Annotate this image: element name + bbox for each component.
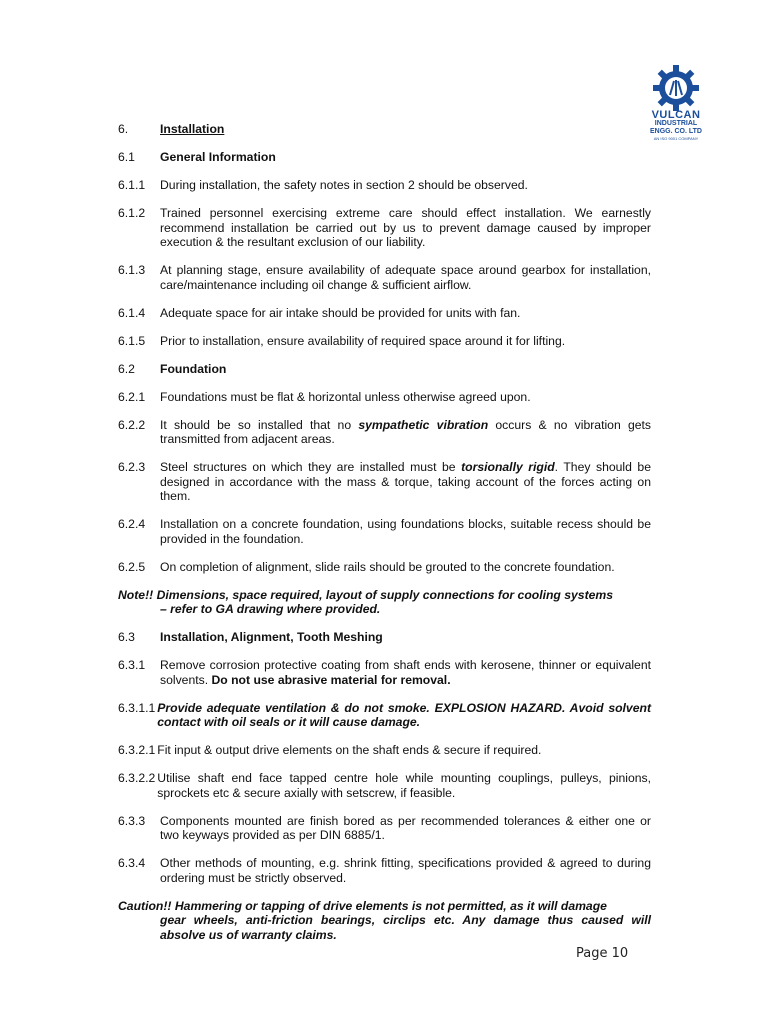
clause-number: 6.3.2.1 [118,743,156,757]
clause-6-2-3 [118,460,651,504]
clause-6-2-2 [118,418,651,447]
clause-6-3-2-2 [118,771,651,800]
clause-number: 6.2.1 [118,389,146,404]
text-run: occurs & no vibration gets transmitted from adjacent areas. [160,417,651,446]
emphasis-text: sympathetic vibration [358,417,489,432]
clause-text: Fit input & output drive elements on the shaft ends & secure if required. [157,743,542,757]
clause-number: 6.2.4 [118,517,146,531]
note-line-2: – refer to GA drawing where provided. [160,602,381,616]
clause-number: 6.3.1.1 [118,700,156,715]
clause-6-3-4 [118,856,651,885]
clause-text [160,460,651,504]
clause-text: Adequate space for air intake should be provided for units with fan. [160,305,521,320]
clause-6-3-2-1 [118,743,651,758]
clause-number: 6.3.1 [118,658,146,672]
clause-text: Trained personnel exercising extreme care should effect installation. We earnestly recommend installation be carried out by us to prevent damage caused by improper execution & the resultant exclusion of our liability. [160,206,651,249]
clause-6-2-5 [118,560,651,575]
text-run: . They should be designed in accordance with the mass & torque, taking account of the forces acting on them. [160,460,651,503]
section-6-3-heading [118,630,651,645]
clause-6-2-1 [118,390,651,405]
clause-number: 6.1.2 [118,206,146,220]
clause-6-3-1 [118,658,651,687]
logo-brand: VULCAN [651,109,701,121]
clause-text: Components mounted are finish bored as per recommended tolerances & either one or two keyways provided as per DIN 6885/1. [160,813,651,842]
text-run: Steel structures on which they are installed must be [160,460,462,474]
note-ga-drawing [118,588,651,617]
section-number: 6. [118,122,129,136]
text-run: Remove corrosion protective coating from shaft ends with kerosene, thinner or equivalent solvents. [160,658,651,687]
clause-number: 6.3.4 [118,856,146,870]
section-title: Installation [160,122,225,136]
clause-text: Other methods of mounting, e.g. shrink fitting, specifications provided & agreed to during ordering must be strictly observed. [160,856,651,885]
clause-number: 6.2.5 [118,559,146,574]
logo-line4: AN ISO 9001 COMPANY [653,136,699,141]
clause-6-1-5 [118,334,651,349]
caution-line-2: gear wheels, anti-friction bearings, circlips etc. Any damage thus caused will absolve us of warranty claims. [160,913,651,942]
clause-6-2-4 [118,517,651,546]
clause-text: At planning stage, ensure availability of adequate space around gearbox for installation, care/maintenance including oil change & sufficient airflow. [160,263,651,292]
clause-6-1-3 [118,263,651,292]
clause-text: Utilise shaft end face tapped centre hole while mounting couplings, pulleys, pinions, sprockets etc & secure axially with setscrew, if feasible. [157,771,651,800]
clause-number: 6.3.3 [118,813,146,828]
clause-text: Provide adequate ventilation & do not smoke. EXPLOSION HAZARD. Avoid solvent contact with oil seals or it will cause damage. [157,700,651,729]
gear-logo-icon [652,64,700,112]
clause-6-3-1-1 [118,701,651,730]
clause-number: 6.1.3 [118,263,146,277]
clause-number: 6.1.5 [118,333,146,348]
section-title: Foundation [160,361,227,376]
section-number: 6.1 [118,150,135,164]
clause-number: 6.2.2 [118,417,146,432]
clause-number: 6.2.3 [118,460,146,474]
clause-text [160,658,651,687]
section-title: Installation, Alignment, Tooth Meshing [160,630,383,644]
text-run: It should be so installed that no [160,417,359,432]
clause-text: On completion of alignment, slide rails should be grouted to the concrete foundation. [160,559,615,574]
section-6-1-heading [118,150,651,165]
clause-6-1-1 [118,178,651,193]
clause-6-1-2 [118,206,651,250]
bold-text: Do not use abrasive material for removal. [211,672,451,687]
emphasis-text: torsionally rigid [461,460,555,474]
clause-text: During installation, the safety notes in section 2 should be observed. [160,178,528,192]
section-number: 6.2 [118,361,135,376]
clause-text [160,418,651,447]
section-6-heading [118,122,651,137]
clause-text: Installation on a concrete foundation, using foundations blocks, suitable recess should be provided in the foundation. [160,517,651,546]
clause-number: 6.1.4 [118,305,146,320]
logo-line3: ENGG. CO. LTD [650,128,702,135]
logo-line2: INDUSTRIAL [654,120,698,127]
clause-text: Prior to installation, ensure availability of required space around it for lifting. [160,333,566,348]
caution-line-1: Caution!! Hammering or tapping of drive elements is not permitted, as it will damage [118,898,607,913]
section-number: 6.3 [118,630,135,644]
section-6-2-heading [118,362,651,377]
page-number: Page 10 [576,946,629,961]
clause-number: 6.1.1 [118,178,146,192]
caution-note [118,899,651,943]
clause-number: 6.3.2.2 [118,771,156,785]
note-line-1: Note!! Dimensions, space required, layout of supply connections for cooling systems [118,587,614,602]
clause-6-1-4 [118,306,651,321]
section-title: General Information [160,150,276,164]
clause-6-3-3 [118,814,651,843]
clause-text: Foundations must be flat & horizontal unless otherwise agreed upon. [160,389,531,404]
document-body [118,122,651,956]
